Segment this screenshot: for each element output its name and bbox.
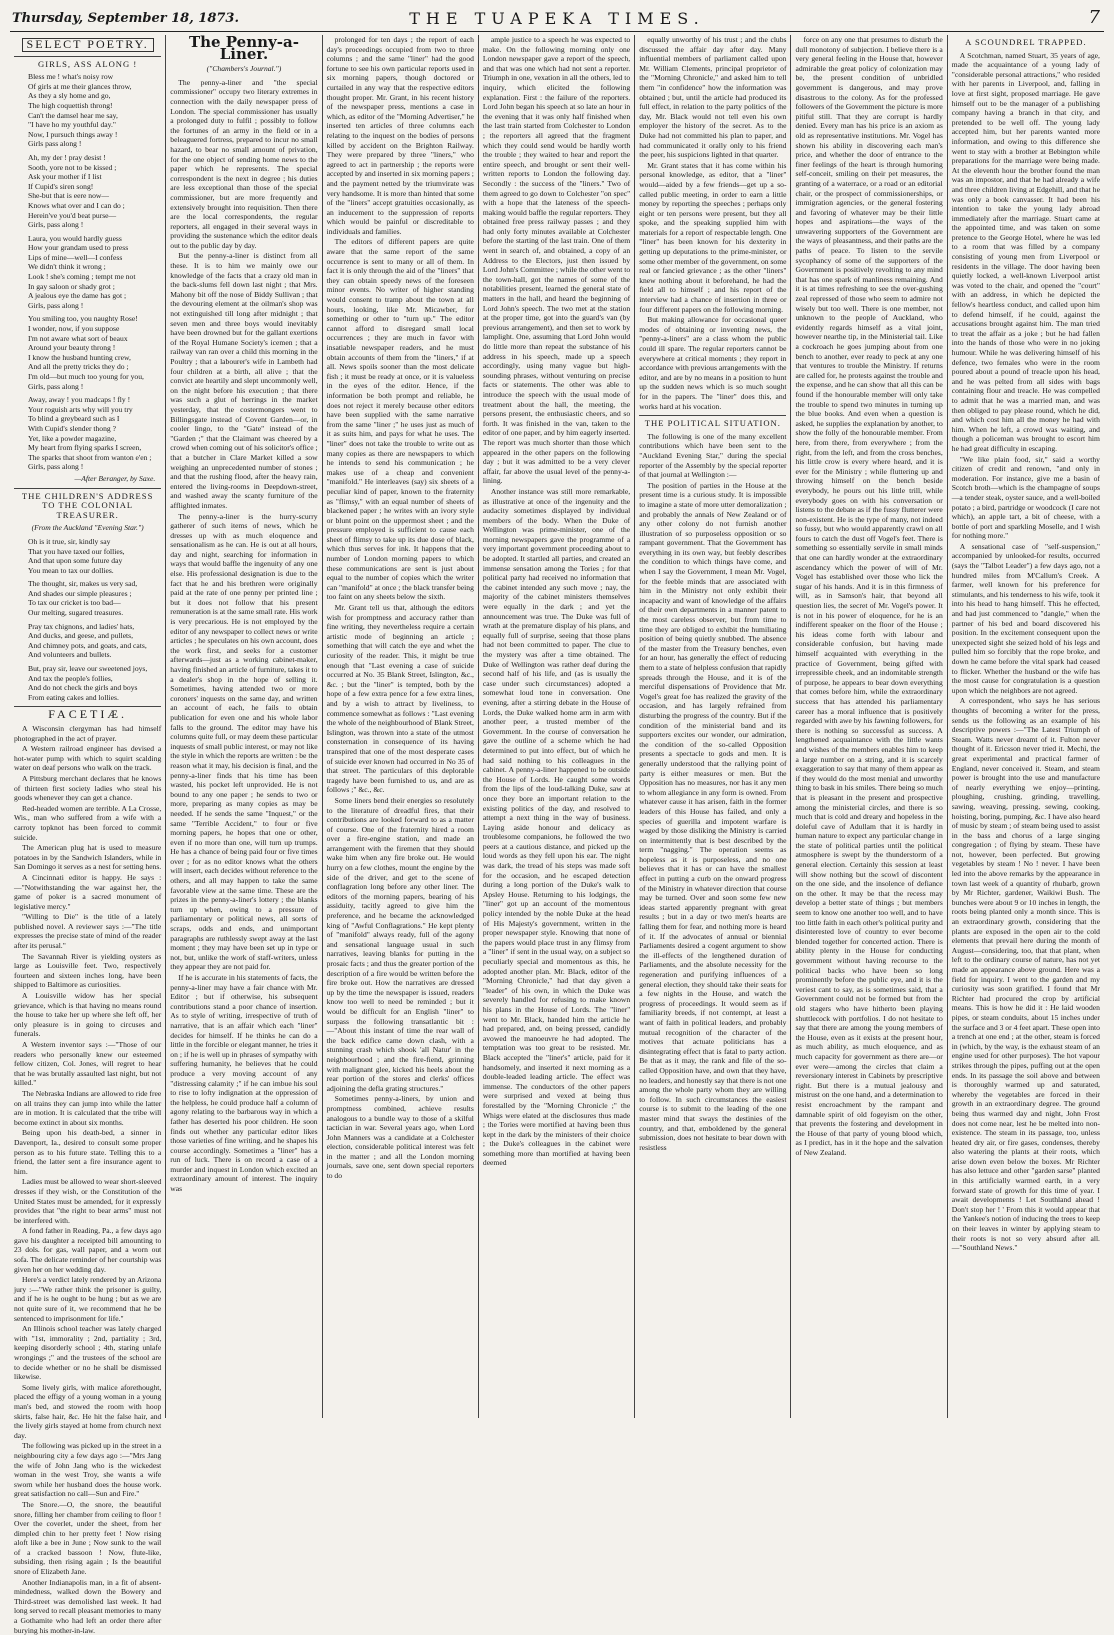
poem-line: The high coquettish throng!: [28, 100, 113, 110]
section-heading: The Penny-a-Liner.: [188, 33, 299, 63]
poem-line: With Cupid's slender thong ?: [28, 423, 116, 433]
newspaper-page: [10, 5, 1104, 1635]
article-paragraph: The following was picked up in the street in a neighbouring city a few days ago :—"Mrs Jang the wife of John Jang who is the wickedest woman in the west Troy, she wants a wife sworn while her husband does the house work. great satisfaction no call—Sun and Fire.": [14, 1441, 162, 1499]
poem: [14, 537, 161, 703]
article-paragraph: The American plug hat is used to measure potatoes in by the Sandwich Islanders, while in San Domingo it serves as a nest for setting hens.: [14, 843, 162, 872]
article-paragraph: Mr. Grant tell us that, although the editors wish for promptness and accuracy rather than fine writing, they nevertheless require a certain artistic mode of beginning an article ; something that will catch the eye and whet the curiosity of the reader. This, it might be true enough that "Last evening a case of suicide occurred at No. 35 Blank Street, Islington, &c., &c. ; but the "liner" is tempted, both by the hope of a few extra pence for a few extra lines, and by a wish to attract by liveliness, to commence somewhat as follows : "Last evening the whole of the neighbourhood of Blank Street, Islington, was thrown into a state of the utmost consternation in consequence of its having transpired that one of the most desperate cases of suicide ever known had occurred in No 35 of that street. The particulars of this deplorable tragedy have been furnished to us, and are as follows ;" &c., &c.: [326, 603, 474, 795]
divider: [14, 488, 161, 489]
poem-line: And all the pretty tricks they do ;: [28, 362, 129, 372]
poem-line: And volunteers and bullets.: [28, 650, 112, 660]
poem-attribution: —After Beranger, by Saxe.: [74, 473, 156, 483]
poem-line: Can't the damsel hear me say,: [28, 110, 118, 120]
article-paragraph: But the penny-a-liner is distinct from all these. It is to him we mainly owe our knowledge of the facts that a crazy old man in the back-slums fell down last night ; that Mrs. Mahony bit off the nose of Biddy Sullivan ; that the devouring element at the oilman's shop was not extinguished till long after midnight ; that seven men and three boys would inevitably have been drowned but for the gallant exertions of the Royal Humane Society's icemen ; that a railway van ran over a child this morning in the Poultry ; that a labourer's wife in Lambeth had four children at a birth, all alive ; that the convict ate heartily and slept uncommonly well, on the night before his execution ; that there was such a glut of herrings in the market yesterday, that the costermongers went to Billingsgate instead of Covent Garden—or, in cooler lingo, to the "Gate" instead of the "Garden ;" that the Claimant was cheered by a crowd when coming out of his solicitor's office ; that a butcher in Clare Market killed a sow weighing an unprecedented number of stones ; and that the rushing flood, after the heavy rain, entered the living-rooms in Deepdown-street, and washed away the scanty furniture of the afflighted inmates.: [170, 251, 318, 510]
article-paragraph: A Scotchman, named Stuart, 35 years of age, made the acquaintance of a young lady of "considerable personal attractions," who resided with her parents in Liverpool, and, falling in love at first sight, proposed marriage. He gave himself out to be the manager of a publishing company having a branch in that city, and pretended to be well off. The young lady accepted him, but her parents wanted more information, and owing to this difference she went to stay with a brother at Bebington while preparations for the marriage were being made. At the eleventh hour the brother found the man was an impostor, and that he had already a wife and three children living at Edgehill, and that he was only a book canvasser. It had been his intention to take the young lady abroad immediately after the marriage. Stuart came at the appointed time, and was taken on some pretence to the George Hotel, where he was led to a room that was filled by a company consisting of young men from Liverpool or residents in the village. The door having been quietly locked, a well-known Liverpool artist was voted to the chair, and opened the "court" with an address, in which he depicted the fellow's heartless conduct, and called upon him to defend himself, if he could, against the accusations brought against him. The man tried to treat the affair as a joke ; but he had fallen into the hands of those who were in no joking humour. While he was delivering himself of his defence, two females who were in the room poured about a pound of treacle upon his head, and he was pelted from all sides with bags containing flour and treacle. He was compelled to admit that he was a married man, and was then obliged to pay please round, which he did, and which cost him all the money he had with him. When he left, a crowd was waiting, and though a policeman was brought to escort him he had great difficulty in escaping.: [951, 50, 1100, 453]
poem-line: Look ! she's coming ; tempt me not: [28, 272, 136, 282]
article-paragraph: But making allowance for occasional queer modes of obtaining or inventing news, the "penny-a-liners" are a class whom the public could ill spare. The regular reporters cannot be everywhere at critical moments ; they report in accordance with previous arrangements with the editor, and are by no means in a position to hunt up the sudden news which is so much sought for in the papers. The "liner" does this, and works hard at his vocation.: [639, 315, 787, 411]
article-paragraph: If he is accurate in his statements of facts, the penny-a-liner may have a fair chance with Mr. Editor ; but if otherwise, his subsequent contributions stand a poor chance of insertion. As to style of writing, irrespective of truth of narrative, that is an affair which each "liner" decides for himself. If he thinks he can do a little in the forcible or elegant manner, he tries it on ; if he is well up in phrases of sympathy with suffering humanity, he believes that he could produce a very moving account of any "distressing calamity ;" if he can imbue his soul to rise to lofty indignation at the oppression of the helpless, he could produce half a column of agony relating to the barbarous way in which a father has deserted his poor children. He soon finds out whether any particular editor likes those varieties of fine writing, and he shapes his course accordingly. Sometimes a "liner" has a run of luck. There is on record a case of a murder and inquest in London which excited an extraordinary amount of interest. The inquiry was: [170, 973, 318, 1194]
poem-line: I wonder, now, if you suppose: [28, 324, 120, 334]
column-2: [166, 35, 322, 1418]
poem-line: From eating cakes and lollies.: [28, 692, 119, 702]
article-paragraph: A correspondent, who says he has serious thoughts of becoming a writer for the press, sends us the following as an example of his descriptive powers :—"The Latest Triumph of Steam. Watts never dreamt of it. Fulton never thought of it. Ericsson never tried it. Mechi, the great experimental and practical farmer of England, never conceived it. Steam, and steam power is brought into the use and manufacture of nearly everything we enjoy—printing, ploughing, crushing, grinding, travelling, sawing, weaving, pressing, sewing, cooking, hoisting, boring, pumping, &c. I have also heard of music by steam ; of steam being used to assist in the bass and chorus of a large singing congregation ; of flying by steam. These have not, however, been perfected. But growing vegetables by steam ! No ! never. I have been led into the above remarks by the appearance in town last week of a quantity of rhubarb, grown by Mr Richter, gardener, Waikiwi Bush. The bunches were about 9 or 10 inches in length, the roots being planted only a month since. This is an extraordinary growth, considering that the plants are exposed in the open air to the cold elements that prevail here during the month of August—considering, too, that that plant, when left to the ordinary course of nature, has not yet made an appearance above ground. Here was a field for inquiry. I went to the garden and my curiosity was soon gratified. I found that Mr Richter had procured the crop by artificial means. This is how he did it : He laid wooden pipes, or steam conduits, about 15 inches under the surface and 3 or 4 feet apart. These open into a trench at one end ; at the other, steam is forced in (which, by the way, is the exhaust steam of an engine used for other purposes). The hot vapour strikes through the pipes, puffing out at the open ends. In its passage the soil above and between is thoroughly warmed up and saturated, whereby the vegetables are forced in their growth in an extraordinary degree. The ground being thus warmed day and night, John Frost does not come near, lest he be melted into non-existence. The steam in its passage, too, unless heated dry air, or fire gases, condenses, thereby also watering the plants at their roots, which arise down even below the boxes. Mr Richter has also lettuce and other "garden sarse" planted in this artificially warmed earth, in a very forward state of growth for this time of year. I await developments ! Let Southland ahead ! Don't stop her ! ' From this it would appear that the Yankee's notion of inducing the trees to keep on their leaves in winter by applying steam to their roots is not so very absurd after all.—"Southland News.": [951, 696, 1100, 1253]
article-paragraph: Some liners bend their energies so resolutely to the literature of dreadful fires, that their contributions are looked forward to as a matter of course. One of the fraternity hired a room over a fire-engine station, and made an arrangement with the firemen that they should wake him when any fire broke out. He would hurry on a few clothes, mount the engine by the side of the driver, and get to the scene of conflagration long before any other liner. The editors of the morning papers, bearing of his assiduity, tacitly agreed to give him the preference, and he became the acknowledged king of "Awful Conflagrations." He kept plenty of "manifold" always ready, full of the agony and sensational language usual in such narratives, leaving blanks for putting in the prosaic facts ; and thus the greater portion of the description of a fire would be written before the fire broke out. How the narratives are dressed up by the time the newspaper is issued, readers know too well to need be reminded ; but it would be difficult for an English "liner" to surpass the following transatlantic bit :—"About this instant of time the rear wall of the back edifice came down clash, with a stunning crash which shook 'all Natur' in the neighbourhood ; and the fire-fiend, grinning with malignant glee, kicked his heels about the rear portion of the stores and clerks' offices adjoining the defla grating structures.": [326, 795, 474, 1093]
poem-line: Knows what over and I can do ;: [28, 200, 125, 210]
poem-line: Herein've you'd beat purse—: [28, 210, 117, 220]
poem-line: Ask your mother if I list: [28, 172, 102, 182]
article-paragraph: A Cincinnati editor is happy. He says :—"Notwithstanding the war against her, the game of poker is a sacred monument of legislative mercy.": [14, 872, 162, 911]
section-heading: THE POLITICAL SITUATION.: [644, 418, 781, 429]
article-paragraph: A Wisconsin clergyman has had himself photographed in the act of prayer.: [14, 724, 162, 743]
poem-line: And chimney pots, and goats, and cats,: [28, 640, 147, 650]
article-paragraph: A Pittsburg merchant declares that he knows of thirteen first society ladies who steal his goods whenever they can get a chance.: [14, 773, 162, 803]
column-3: [323, 35, 479, 1418]
poem-line: I'm old—but much too young for you,: [28, 372, 144, 381]
poem-line: Girls, pass along !: [28, 462, 84, 472]
article-paragraph: ample justice to a speech he was expected to make. On the following morning only one London newspaper gave a report of the speech, and that was one which had not sent a reporter. Triumph in one, vexation in all the others, led to inquiry, which elicited the following explanation. First : the failure of the reporters. Lord John began his speech at so late an hour in the evening that it was only half finished when the last train started from Colchester to London ; the reporters all agreed that the fragment which they could send would be hardly worth the trouble ; they waited to hear and report the entire speech, and brought or sent their well-written reports to London the following day. Secondly : the success of the "liners." Two of them agreed to go down to Colchester "on spec" with a hope that the lateness of the speech-making would baffle the regular reporters. They obtained free press railway passes ; and they had only forty minutes available at Colchester before the starting of the last train. One of them went in search of, and obtained, a copy of an Address to the Electors, just then issued by Lord John's Committee ; while the other went to the town-hall, got the names of some of the notabilities present, learned the general state of matters in the hall, and heard the beginning of Lord John's speech. The two met at the station at the proper time, got into the guard's van (by previous arrangement), and then set to work by lamplight. One, assuming that Lord John would do little more than repeat the substance of his address in his speech, made up a speech accordingly, using many vague but high-sounding phrases, without venturing on precise facts or statements. The other was able to introduce the speech with the usual mode of treatment about the hall, the meeting, the persons present, the enthusiastic cheers, and so forth. It was finished in the van, taken to the editor of one paper, and by him eagerly inserted. The report was much shorter than those which appeared in the other papers on the following day ; but it was admitted to be a very clever affair, far above the usual level of the penny-a-lining.: [482, 35, 631, 486]
article-paragraph: Mr. Grant states that it has come within his personal knowledge, as editor, that a "liner" would—aided by a few friends—get up a so-called public meeting, in order to earn a little money by reporting the speeches ; perhaps only eight or ten persons were present, but they all spoke, and the speaking supplied him with materials for a report of respectable length. One "liner" has been known for his dexterity in getting up deputations to the prime-minister, or some other member of the government, on some real or fancied grievance ; as the other "liners" knew nothing about it beforehand, he had the field all to himself ; and his report of the interview had a chance of insertion in three or four different papers on the following morning.: [639, 160, 787, 314]
poem-line: To blind a greybeard such as I: [28, 414, 120, 424]
article-paragraph: A Louisville widow has her special grievance, which is that having no means round the house to take her up where she left off, her only pleasure is in going to circuses and funerals.: [14, 991, 162, 1039]
article-paragraph: Some lively girls, with malice aforethought, placed the effigy of a young woman in a young man's bed, and stowed the room with hoop skirts, false hair, &c. He hit the false hair, and the lively girls stayed at home from church next day.: [14, 1382, 162, 1440]
poem-line: But, pray sir, leave our sweetened joys,: [28, 664, 148, 674]
poem-line: Around your beauty throng !: [28, 343, 116, 353]
poem-line: And shades our simple pleasures ;: [28, 588, 132, 598]
poem-line: And tax the people's follies,: [28, 673, 113, 683]
poem-line: We didn't think it wrong ;: [28, 262, 106, 272]
article-paragraph: The following is one of the many excellent contributions which have been sent to the "Auckland Evening Star," during the special reporter of the Assembly by the special reporter of that journal at Wellington :—: [639, 431, 787, 480]
poem-line: Girls, pass along !: [28, 220, 84, 230]
poem-line: I'm not aware what sort of beaux: [28, 333, 128, 343]
poem-line: You mean to tax our dollies.: [28, 565, 114, 575]
poem-line: A jealous eye the dame has got ;: [28, 291, 127, 301]
poem-line: That you have taxed our follies,: [28, 546, 125, 556]
article-paragraph: The penny-a-liner is the hurry-scurry gatherer of such items of news, which he dresses up with as much eloquence and sensationalism as he can. He is out at all hours, day and night, searching for information in ways that would baffle the ingenuity of any one else. His professional designation is due to the fact that he and his brethren were originally paid at the rate of one penny per printed line ; but it does not follow that his present remuneration is at the same small rate. His work is very precarious. He is not employed by the editor of any newspaper to collect news or write articles ; he speculates on his own account, does the work first, and seeks for a customer afterwards—just as a working cabinet-maker, having finished an article of furniture, takes it to a dealer's shop in the hope of selling it. Sometimes, having attended two or more coroners' inquests on the same day, and written an account of each, he fails to obtain publication for even one and his whole labor falls to the ground. The editor may have his columns quite full, or may deem these particular inquests of small public interest, or may not like the style in which the reports are written : be the reason what it may, his decision is final, and the penny-a-liner finds that his time has been wasted, his pocket left unprovided. He is not bound to any one paper ; he sends to two or more, preparing as many copies as may be needed. If he sends the same "Inquest," or the same "Terrible Accident," to four or five morning papers, he hopes that one or other, even if no more than one, will turn up trumps. He has a chance of being paid four or five times over ; for as no editor knows what the others will insert, each decides without reference to the others, and all may happen to take the same favorable view at the same time. These are the prizes in the penny-a-liner's lottery ; the blanks turn up when, owing to a pressure of parliamentary or political news, all sorts of scraps, odds and ends, and unimportant paragraphs are ruthlessly swept away at the last moment ; they may have been set up in type or not, but, unlike the work of staff-writers, unless they appear they are not paid for.: [170, 511, 318, 972]
poem-line: Girls, pass along !: [28, 381, 84, 391]
article-paragraph: "We like plain food, sir," said a worthy citizen of credit and renown, "and only in moderation. For instance, give me a basin of Scotch broth—which is the champagne of soups—a tender steak, oyster sauce, and a well-boiled potato ; a bird, partridge or woodcock (I care not which), an apple tart, a bit of cheese, with a bottle of port and sparkling Moselle, and I wish for nothing more.": [951, 454, 1100, 541]
divider: [639, 415, 786, 416]
poem-line: Of girls at me their glances throw,: [28, 81, 132, 91]
article-paragraph: A Western inventor says :—"Those of our readers who personally knew our esteemed fellow citizen, Col. Jones, will regret to hear that he was brutally assaulted last night, but not killed.": [14, 1040, 162, 1088]
poem-line: Your roguish arts why will you try: [28, 404, 133, 414]
poem-line: As they a sly home and go,: [28, 91, 111, 101]
poem-line: The sparks that shoot from wanton e'en ;: [28, 452, 152, 462]
column-1: [10, 35, 166, 1635]
article-paragraph: The editors of different papers are quite aware that the same report of the same occurrence is sent to many or all of them. In fact it is only through the aid of the "liners" that they can obtain speedy news of the foreseen minor events. No writer of higher standing would consent to tramp about the town at all hours, looking, like Mr. Micawber, for something or other to "turn up." The editor cannot afford to disregard small local occurrences ; they are much in favor with insatiable newspaper readers, and he must obtain accounts of them from the "liners," if at all. News spoils sooner than the most delicate fish ; it must be ready at once, or it is valueless in the eyes of the editor. Hence, if the information be both prompt and reliable, he does not reject it merely because other editors have been supplied with the same narrative from the same "liner ;" he uses just as much of it as suits him, and pays for what he uses. The "liner" does not take the trouble to write out as many copies as there are newspapers to which he intends to send his communication ; he makes use of a cheap and convenient "manifold." He interleaves (say) six sheets of a peculiar kind of paper, known to the fraternity as "flimsy," with an equal number of sheets of blackened paper ; he writes with an ivory style or blunt point on the uppermost sheet ; and the pressure employed is sufficient to cause each sheet of flimsy to take up its due dose of black, which thus serves for ink. It happens that the number of London morning papers to which these communications are sent is just about equal to the number of copies which the writer can "manifold" at once ; the black transfer being too faint on any sheets below the sixth.: [326, 237, 474, 602]
section-source: (From the Auckland "Evening Star."): [31, 523, 144, 533]
article-paragraph: The penny-a-liner and "the special commissioner" occupy two literary extremes in connection with the daily newspaper press of London. The special commissioner has usually a prolonged duty to fulfil ; possibly to follow the fortunes of an army in the field or in a beleaguered fortress, prepared to incur no small hazard, to bear no small amount of privation, for the one object of sending home news to the paper which he represents. The special correspondent is the next in degree ; his duties are less exceptional than those of the special commissioner, but are more frequently and extensively brought into requisition. Then there are the local correspondents, the regular reporters, all engaged in their several ways in providing the sustenance which the editor deals out to the public day by day.: [170, 77, 318, 250]
newspaper-title: THE TUAPEKA TIMES.: [409, 9, 705, 28]
article-paragraph: Here's a verdict lately rendered by an Arizona jury :—"We rather think the prisoner is guilty, and if he is he ought to be hung ; but as we are not quite sure of it, we recommend that he be sentenced to imprisonment for life.": [14, 1275, 162, 1323]
poem-line: Yet, like a powder magazine,: [28, 433, 117, 443]
poem-line: How your grandam used to press: [28, 243, 129, 253]
article-paragraph: equally unworthy of his trust ; and the clubs discussed the affair day after day. Many influential members of parliament called upon Mr. William Clements, principal proprietor of the "Morning Chronicle," and asked him to tell them "in confidence" how the information was obtained ; but, until the article had produced its full effect, in relation to the party politics of the day, Mr. Black would not tell even his own employer the history of the secret. As to the Duke had not committed his plan to paper, and had communicated it orally only to his friend the peer, his suspicions lighted in that quarter.: [639, 35, 787, 160]
poem-line: Bless me ! what's noisy row: [28, 72, 114, 82]
article-paragraph: Red-headed women are terrible. A La Crosse, Wis., man who suffered from a wife with a carroty topknot has been forced to commit suicide.: [14, 803, 162, 842]
poem-line: Girls pass along !: [28, 139, 82, 149]
poem-line: Girls, pass along !: [28, 300, 84, 310]
poem-line: You smiling too, you naughty Rose!: [28, 314, 138, 324]
article-paragraph: A fond father in Reading, Pa., a few days ago gave his daughter a receipted bill amounting to 23 dols. for gas, wall paper, and a worn out sofa. The delicate reminder of her courtship was given her on her wedding day.: [14, 1226, 162, 1274]
poem: [14, 72, 161, 472]
issue-date: Thursday, September 18, 1873.: [12, 11, 239, 26]
poem-line: And ducks, and geese, and pullets,: [28, 631, 134, 641]
poem-line: Sooth, yore not to be kissed ;: [28, 162, 117, 172]
column-5: [635, 35, 791, 1418]
columns-container: [10, 33, 1104, 1635]
article-paragraph: Another Indianapolis man, in a fit of absent-mindedness, walked down the Bowery and Third-street was demolished last week. It had long served to recall pleasant memories to many a Gothamite who had left an order there after burying his mother-in-law.: [14, 1577, 162, 1635]
section-heading: GIRLS, ASS ALONG !: [38, 58, 138, 69]
column-4: [479, 35, 635, 1418]
poem-line: Lips of mine—well—I confess: [28, 252, 123, 262]
article-paragraph: Another instance was still more remarkable, as illustrative at once of the ingenuity and the audacity sometimes displayed by individual members of the body. When the Duke of Wellington was prime-minister, one of the morning newspapers gave the programme of a very important government proceeding about to be adopted. It startled all parties, and created an immense sensation among the Tories ; for that political party had received no information that the cabinet intended any such move ; nay, the majority of the cabinet ministers themselves were equally in the dark ; and yet the announcement was true. The Duke was full of wrath at the premature display of his plans, and equally full of surprise, seeing that those plans had not been committed to paper. The clue to the mystery was after a time obtained. The Duke of Wellington was rather deaf during the second half of his life, and (as is usually the case under such circumstances) adopted a somewhat loud tone in conversation. One evening, after a stirring debate in the House of Lords, the Duke walked home arm in arm with another peer, a trusted member of the Government. In the course of conversation he gave the outline of a scheme which he had determined to put into effect, but of which he had said nothing to his colleagues in the cabinet. A penny-a-liner happened to be outside the House of Lords. He caught some words from the lips of the loud-talking Duke, saw at once they bore an important relation to the existing politics of the day, and resolved to attempt a next thing in the way of business. Laying aside honour and delicacy as troublesome companions, he followed the two peers at a cautious distance, and picked up the loud words as they fell upon his ear. The night was dark, the tread of his steps was made soft for the occasion, and he escaped detection during a long portion of the Duke's walk to Apsley House. Returning to his lodgings, the "liner" got up an account of the momentous policy intended by the noble Duke at the head of His Majesty's government, written in the proper newspaper style. Knowing that none of the papers would place trust in any flimsy from a "liner" if sent in the usual way, on a subject so peculiarly special and momentous as this, he adopted another plan. Mr. Black, editor of the "Morning Chronicle," had that day given a "leader" of his own, in which the Duke was severely handled for refusing to make known his plans in the House of Lords. The "liner" went to Mr. Black, handed him the article he had prepared, and, on being pressed, candidly avowed the manoeuvre he had adopted. The temptation was too great to be resisted. Mr. Black accepted the "liner's" article, paid for it handsomely, and inserted it next morning as a double-leaded leading article. The effect was immense. The conductors of the other papers were surprised and vexed at being thus forestalled by the "Morning Chronicle ;" the Whigs were elated at the disclosures thus made ; the Tories were mortified at having been thus kept in the dark by the ministers of their choice ; the Duke's colleagues in the cabinet were something more than mortified at having been deemed: [482, 486, 631, 1168]
article-paragraph: A sensational case of "self-suspension," accompanied by unlooked-for results, occurred (says the "Talbot Leader") a few days ago, not a hundred miles from M'Callum's Creek. A farmer, well known for his preference for stimulants, and his tenderness to his wife, took it into his head to hang himself. This he effected, and had just commenced to "dangle," when the partner of his bed and board discovered his position. In the excitement consequent upon the unexpected sight she seized hold of his legs and pulled him so forcibly that the rope broke, and down he came before the vital spark had ceased to flicker. Whether the husband or the wife has the most cause for congratulation is a question upon which the neighbors are not agreed.: [951, 541, 1100, 695]
article-paragraph: Being upon his death-bed, a sinner in Davenport, Ia., desired to consult some proper person as to his future state. Telling this to a friend, the latter sent a fire insurance agent to him.: [14, 1128, 162, 1176]
poem-line: If Cupid's siren song!: [28, 181, 94, 191]
column-6: [791, 35, 947, 1418]
article-paragraph: Ladies must be allowed to wear short-sleeved dresses if they wish, or the Constitution of the United States must be amended, for it expressly provides that "the right to bear arms" must not be interfered with.: [14, 1177, 162, 1225]
article-paragraph: The Nebraska Indians are allowed to ride free on all trains they can jump into while the latter are in motion. It is calculated that the tribe will become extinct in about six months.: [14, 1088, 162, 1127]
poem-line: "I have ho my youthful day.": [28, 120, 116, 130]
article-paragraph: The Snore.—O, the snore, the beautiful snore, filling her chamber from ceiling to floor ! Over the coverlet, under the sheet, from her dimpled chin to her pretty feet ! Now rising aloft like a bee in June ; Now sunk to the wail of a cracked bassoon ! Now, flute-like, subsiding, then rising again ; Is the beautiful snore of Elizabeth Jane.: [14, 1499, 162, 1577]
poem-line: Ah, my der ! pray desist !: [28, 152, 106, 162]
section-heading: A SCOUNDREL TRAPPED.: [965, 37, 1087, 47]
article-paragraph: prolonged for ten days ; the report of each day's proceedings occupied from two to three columns ; and the same "liner" had the good fortune to see his own particular reports used in six morning papers, though doctored or curtailed in any way that the respective editors thought proper. Mr. Grant, in his recent history of the newspaper press, mentions a case in which, as editor of the "Morning Advertiser," he inserted ten articles of three columns each relating to the inquest on the bodies of persons killed by accident on the Brighton Railway. They were prepared by three "liners," who agreed to act in partnership ; the reports were accepted by and inserted in six morning papers ; and the payment netted by the triumvirate was very handsome. It is more than hinted that some of the "liners" accept gratuities occasionally, as an inducement to the suppression of reports which would be painful or discreditable to individuals and families.: [326, 35, 474, 236]
section-heading: SELECT POETRY.: [22, 38, 154, 52]
poem-line: I know the husband hunting crew,: [28, 352, 131, 362]
poem-line: She-but that is eere now—: [28, 191, 109, 201]
article-paragraph: An Illinois school teacher was lately charged with "1st, immorality ; 2nd, partiality ; 3rd, keeping disorderly school ; 4th, staring unlafe wrongings ;" and the trustees of the school are to decide whether or no he shall be dismissed likewise.: [14, 1324, 162, 1382]
poem-line: And that upon some future day: [28, 556, 123, 566]
divider: [14, 56, 161, 57]
article-paragraph: The position of parties in the House at the present time is a curious study. It is impossible to imagine a state of more utter demoralization ; and probably the annals of New Zealand or of any other colony do not furnish another illustration of so purposeless opposition or so rampant government. That the Government has everything in its own way, but feebly describes the condition to which things have come, and when I say the Government, I mean Mr. Vogel, for the feeble minds that are associated with him in the Ministry not only exhibit their incapacity and want of knowledge of the affairs of their own departments in a manner patent to the most careless observer, but from time to time they are obliged to exhibit the humiliating position of being quietly snubbed. The absence of the master from the Treasury benches, even for an hour, has generally the effect of reducing them to a state of helpless confusion that rapidly spreads through the House, and it is of the merciful dispensations of Providence that Mr. Vogel's great foe has realized the gravity of the occasion, and has largely refrained from disturbing the progress of the country. But if the condition of the ministerial band and its supporters excites our wonder, our admiration, the condition of the so-called Opposition presents a spectacle to gods and men. It is generally understood that the rallying point of party is either measures or men. But the Opposition has no measures, nor has it any men to whom allegiance in any form is owned. From whatever cause it has arisen, faith in the former leaders of this House has failed, and only a species of guerilla and impotent warfare is waged by those disliking the Ministry is carried on intermittently that is best described by the term "nagging." The operation seems as hopeless as it is purposeless, and no one believes that it has or can have the smallest effect in putting a curb on the onward progress of the Ministry in whatever direction that course may be turned. Over and soon some few new ideas started apparently pregnant with great results ; but in a day or two men's hearts are falling them for fear, and nothing more is heard of it. If the advocates of annual or biennial Parliaments desired a cogent argument to show the ill-effects of the lengthened duration of Parliaments, and the absolute necessity for the regeneration and purifying influences of a general election, they should take their seats for a few nights in the House, and watch the progress of proceedings. It would seem as if familiarity breeds, if not contempt, at least a want of faith in political leaders, and probably mutual recognition of the character of the motives that actuate politicians has a disintegrating effect that is fatal to party action. Be that as it may, the rank and file of the so-called Opposition have, and own that they have, no leaders, and honestly say that there is not one among the whole party whom they are willing to follow. In such circumstances the easiest course is to submit to the leading of the one master mind that sways the destinies of the country, and that, emboldened by the general submission, does not hesitate to bear down with resistless: [639, 480, 787, 1152]
article-paragraph: force on any one that presumes to disturb the dull monotony of subjection. I believe there is a very general feeling in the House that, however admirable the great policy of colonization may be, the present condition of unbridled government is dangerous, and may prove disastrous to the colony. As for the professed followers of the Government the picture is more pitiful still. That they are corrupt is hardly denied. Every man has his price is an axiom as old as representative institutions. Mr. Vogel has shown his ability in discovering each man's price, and whether the door of entrance to the finer feelings of the heart is through humoring self-conceit, smiling on their pet measures, the granting of a waterrace, or a road or an editorial chair, or the prospect of commissionerships, or immigration agencies, or the general fostering and favoring of whatever may be their little hopes and aspirations—the ways of the unwavering supporters of the Government are the ways of pleasantness, and their paths are the paths of peace. To listen to the servile sycophancy of some of the supporters of the Government is positively revolting to any mind that has one spark of manliness remaining. And it is at times refreshing to see the over-gushing zeal repressed of those who seem to admire not wisely but too well. There is one member, not unknown to the people of Auckland, who evidently regards himself as a vital joint, however nearthe tip, in the Ministerial tail. Like a cockroach he goes jumping about from one bench to another, ever ready to peck at any one that ventures to trouble the Ministry. If returns are called for, he protests against the trouble and the expense, and he can show that all this can be found if the honourable member will only take the trouble to spend two minutes in turning up the blue books. And even when a question is asked, he supplies the explanation by another, to show the folly of the honourable member. From here, from there, from everywhere ; from the right, from the left, and from the cross benches, his little crow is every where heard, and it is ever for the Ministry ; while fluttering up and throwing himself on the bench beside everybody, he pours out his little trill, while everybody goes on with his conversation or listens to the debate as if the fussy flutterer were non-existent. He is the type of many, not indeed so fussy, but who would apparently crawl on all fours to catch the dust off Vogel's feet. There is something so essentially servile in small minds that one can hardly wonder at the extraordinary ascendancy which the power of will of Mr. Vogel has established over those who lick the sugar of his hands. And it is in this firmness of will, as in Samson's hair, that beyond all question lies, the secret of Mr. Vogel's power. It is not in his power of eloquence, for he is an indifferent speaker on the floor of the House ; his ideas come forth with labour and considerable confusion, but having made himself acquainted with everything in the practice of Government, being gifted with irrepressible cheek, and an indomitable strength of purpose, he appears to bear down everything that comes before him, while the extraordinary success that has attended his parliamentary career has a moral influence that is positively regarded with awe by his fawning followers, for there is nothing so successful as success. A lengthened acquaintance with the little wants and wishes of the members enables him to keep a large number on a string, and it is scarcely exaggeration to say that many of them appear as if they would do the most menial and unworthy thing to bask in his smiles. There being so much that is pleasant in the present and prospective among the ministerial circles, and there is so much that is cold and dreary and hopeless in the doleful cave of Adullam that it is hardly in human nature to expect any particular change in the state of political parties until the political atmosphere is swept by the thunderstorm of a general election. Certainly this session at least will show nothing but the scowl of discontent on the one side, and the insolence of defiance on the other. It may be that the recess may develop a better state of things ; but members seem to know one another too well, and to have too little faith in each other's political purity and disinterested love of country to ever become blended together for concerted action. There is ability plenty in the House for conducting government without having recourse to the political backs who have been so long prominently before the public eye, and it is the veriest cant to say, as is sometimes said, that a Government could not be formed but from the old stagers who have hitherto been playing shuttlecock with portfolios. I do not hesitate to say that there are among the young members of the House, even as it exists at the present hour, as much ability, as much eloquence, and as much capacity for government as there are—or ever were—among the circles that claim a reversionary interest in Cabinets by prescriptive right. But there is a mutual jealousy and mistrust on the one hand, and a determination to resist encroachment by the rampant and damnable spirit of old fogeyism on the other, that prevents the fostering and development in the House of that party of young blood which, as I predict, has in it the hope and the salvation of New Zealand.: [795, 35, 943, 1157]
poem-line: Laura, you would hardly guess: [28, 233, 122, 243]
masthead: [10, 5, 1104, 32]
section-heading: FACETIÆ.: [48, 707, 128, 722]
poem-line: And do not check the girls and boys: [28, 683, 138, 693]
poem-line: To tax our cricket is too bad—: [28, 598, 121, 608]
poem-line: The thought, sir, makes us very sad,: [28, 579, 138, 589]
article-paragraph: Sometimes penny-a-liners, by union and promptness combined, achieve results analogous to a bundle way to those of a skilful tactician in war. Several years ago, when Lord John Manners was a candidate at a Colchester election, considerable political interest was felt in the matter ; and all the London morning journals, save one, sent down special reporters to do: [326, 1094, 474, 1181]
column-7: [948, 35, 1104, 1418]
poem-line: My heart from flying sparks I screen,: [28, 443, 142, 453]
section-source: ("Chambers's Journal."): [206, 64, 282, 74]
article-paragraph: "Willing to Die" is the title of a lately published novel. A reviewer says :—"The title expresses the precise state of mind of the reader after its perusal.": [14, 912, 162, 951]
article-paragraph: The Savannah River is yielding oysters as large as Louisville feet. Two, respectively fourteen and sixteen inches long, have been shipped to Baltimore as curiosities.: [14, 951, 162, 990]
poem-line: Pray tax chignons, and ladies' hats,: [28, 621, 135, 631]
section-heading: THE CHILDREN'S ADDRESS TO THE COLONIAL TREASURER.: [21, 490, 154, 520]
poem-line: In gay saloon or shady grot ;: [28, 281, 115, 291]
poem-line: Now, I pursuch things away !: [28, 129, 118, 139]
poem-line: Our melting, sugared treasures.: [28, 608, 124, 618]
article-paragraph: A Western railroad engineer has devised a hot-water pump with which to squirt scalding water on deaf persons who walk on the track.: [14, 744, 162, 773]
poem-line: Away, away ! you madcaps ! fly !: [28, 395, 131, 405]
poem-line: Oh is it true, sir, kindly say: [28, 536, 111, 546]
page-number: 7: [1088, 7, 1100, 28]
